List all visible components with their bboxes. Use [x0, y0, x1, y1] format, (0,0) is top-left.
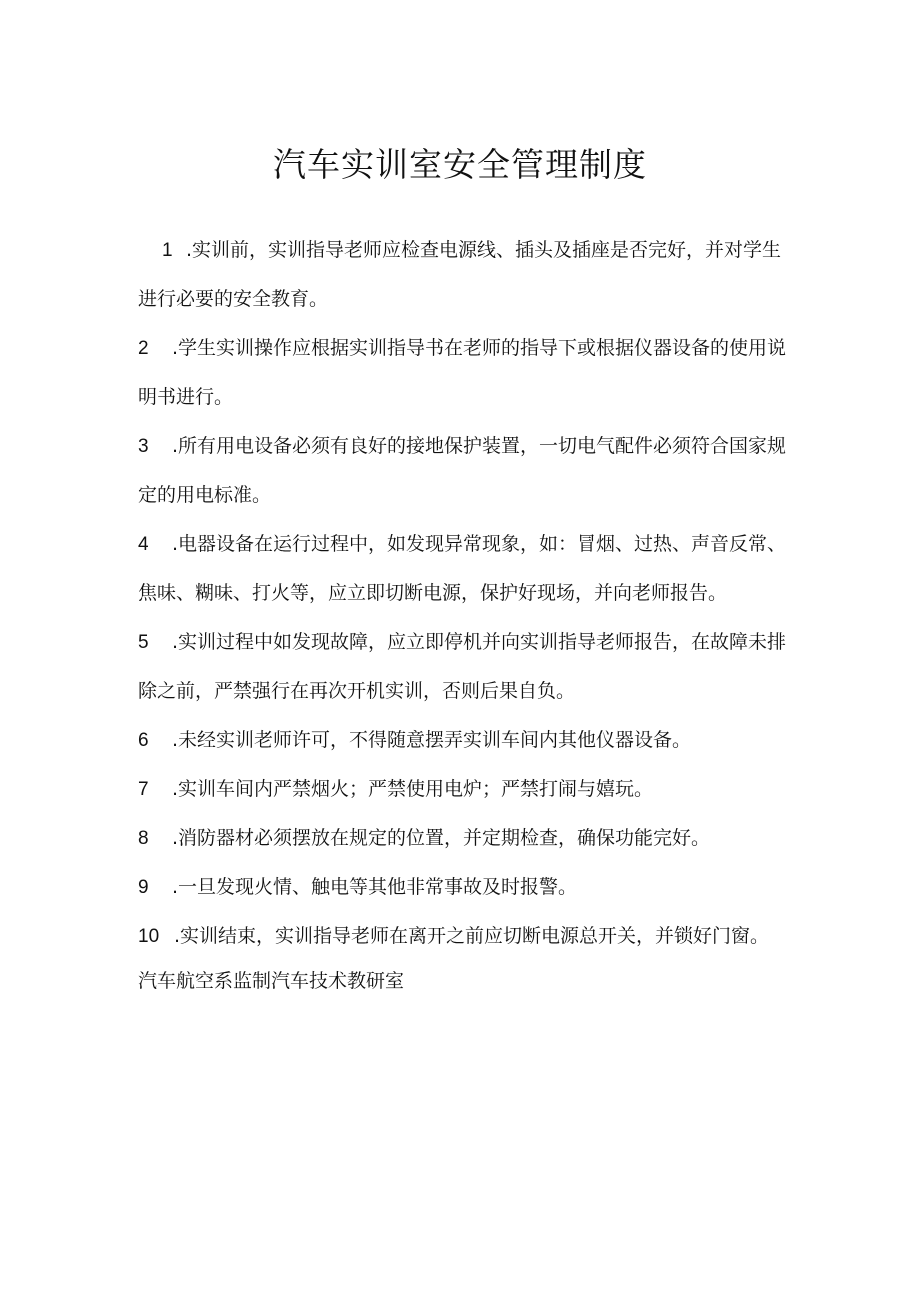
rules-list	[138, 226, 798, 961]
rule-text: .所有用电设备必须有良好的接地保护装置，一切电气配件必须符合国家规定的用电标准。	[138, 435, 787, 506]
rule-number: 9	[138, 877, 149, 898]
rule-number: 7	[138, 779, 149, 800]
rule-text: .未经实训老师许可，不得随意摆弄实训车间内其他仪器设备。	[172, 729, 692, 751]
rule-item-5	[138, 618, 798, 716]
rule-text: .实训前，实训指导老师应检查电源线、插头及插座是否完好，并对学生进行必要的安全教育。	[138, 239, 782, 310]
rule-number: 6	[138, 730, 149, 751]
rule-item-2	[138, 324, 798, 422]
rule-number: 2	[138, 338, 149, 359]
rule-text: .实训结束，实训指导老师在离开之前应切断电源总开关，并锁好门窗。	[174, 925, 770, 947]
rule-item-3	[138, 422, 798, 520]
rule-text: .学生实训操作应根据实训指导书在老师的指导下或根据仪器设备的使用说明书进行。	[138, 337, 787, 408]
rule-item-7	[138, 765, 798, 814]
footer-signature: 汽车航空系监制汽车技术教研室	[138, 970, 405, 992]
rule-text: .电器设备在运行过程中，如发现异常现象，如：冒烟、过热、声音反常、焦味、糊味、打火等，应立即切断电源，保护好现场，并向老师报告。	[138, 533, 787, 604]
rule-item-9	[138, 863, 798, 912]
rule-item-6	[138, 716, 798, 765]
rule-number: 8	[138, 828, 149, 849]
rule-item-10	[138, 912, 798, 961]
rule-number: 3	[138, 436, 149, 457]
rule-text: .实训过程中如发现故障，应立即停机并向实训指导老师报告，在故障未排除之前，严禁强行在再次开机实训，否则后果自负。	[138, 631, 787, 702]
rule-item-8	[138, 814, 798, 863]
rule-item-4	[138, 520, 798, 618]
rule-number: 5	[138, 632, 149, 653]
rule-number: 1	[162, 240, 173, 261]
rule-number: 10	[138, 926, 160, 947]
rule-text: .一旦发现火情、触电等其他非常事故及时报警。	[172, 876, 578, 898]
page-title: 汽车实训室安全管理制度	[273, 145, 647, 184]
rule-number: 4	[138, 534, 149, 555]
rule-text: .消防器材必须摆放在规定的位置，并定期检查，确保功能完好。	[172, 827, 711, 849]
rule-text: .实训车间内严禁烟火；严禁使用电炉；严禁打闹与嬉玩。	[172, 778, 654, 800]
rule-item-1	[138, 226, 798, 324]
